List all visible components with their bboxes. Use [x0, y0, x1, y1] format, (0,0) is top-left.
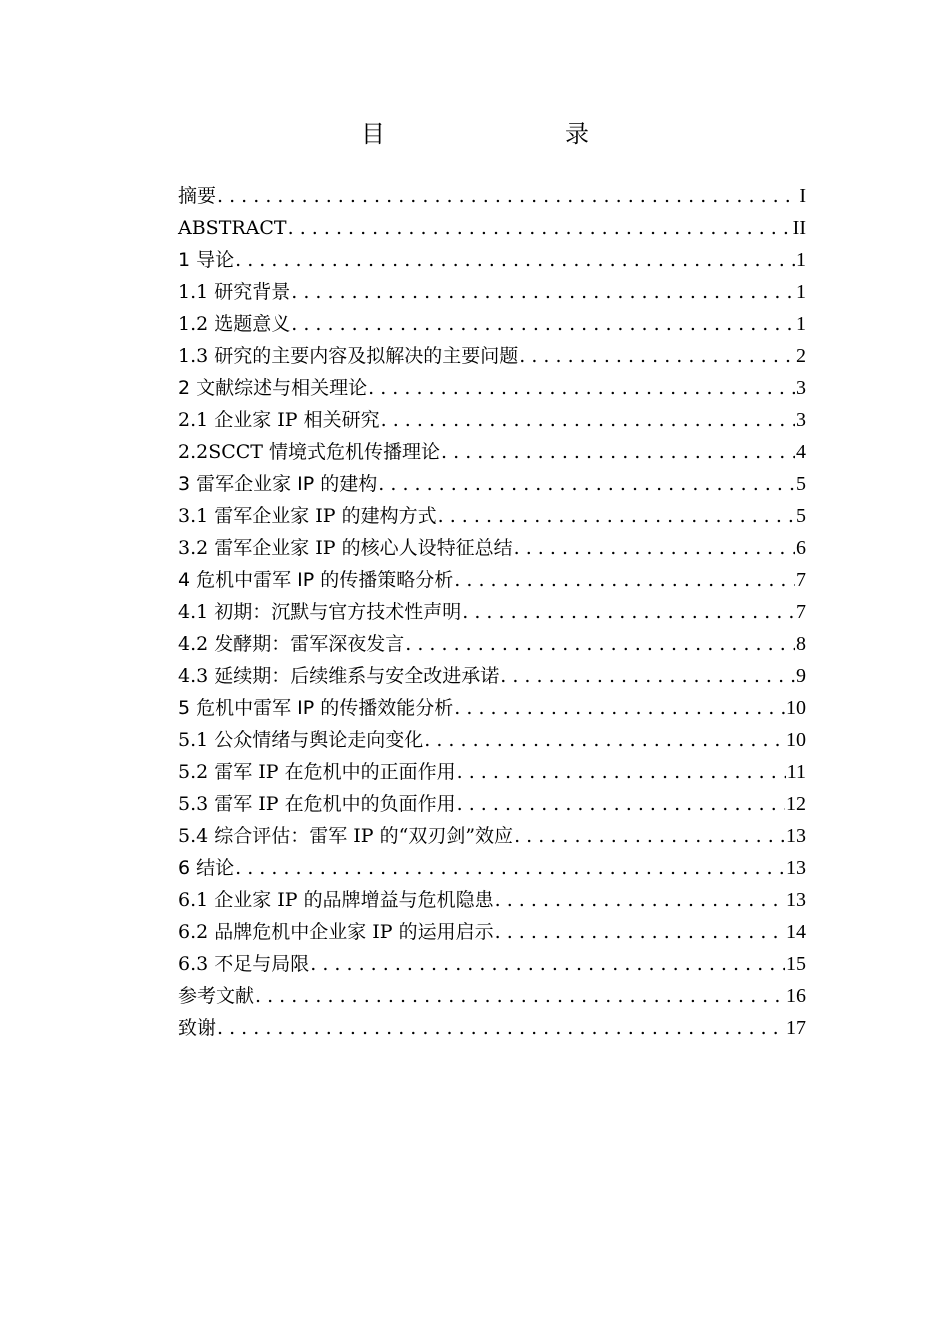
toc-entry-label: 1.2 选题意义 [178, 313, 291, 335]
toc-page-number: 17 [786, 1017, 806, 1039]
toc-page-number: 7 [796, 569, 806, 591]
toc-entry-label: 2.1 企业家 IP 相关研究 [178, 409, 380, 431]
dot-leader [495, 916, 785, 948]
toc-entry-label: 2.2SCCT 情境式危机传播理论 [178, 441, 441, 463]
toc-entry[interactable] [178, 564, 806, 596]
toc-entry-label: 6.2 品牌危机中企业家 IP 的运用启示 [178, 921, 494, 943]
toc-entry-label: 3.2 雷军企业家 IP 的核心人设特征总结 [178, 537, 513, 559]
toc-entry[interactable] [178, 788, 806, 820]
toc-entry-label: 5.2 雷军 IP 在危机中的正面作用 [178, 761, 456, 783]
toc-entry-label: 4.2 发酵期：雷军深夜发言 [178, 633, 405, 655]
toc-entry[interactable] [178, 436, 806, 468]
dot-leader [441, 436, 795, 468]
toc-entry[interactable] [178, 308, 806, 340]
dot-leader [368, 372, 795, 404]
dot-leader [500, 660, 795, 692]
toc-entry[interactable] [178, 500, 806, 532]
toc-entry-label: 6 结论 [178, 857, 235, 879]
toc-page-number: 9 [796, 665, 806, 687]
toc-entry[interactable] [178, 404, 806, 436]
toc-entry-label: 5 危机中雷军 IP 的传播效能分析 [178, 697, 454, 719]
toc-page-number: 13 [786, 825, 806, 847]
toc-entry[interactable] [178, 852, 806, 884]
toc-entry[interactable] [178, 596, 806, 628]
dot-leader [454, 692, 785, 724]
toc-page-number: 1 [796, 313, 806, 335]
toc-entry[interactable] [178, 628, 806, 660]
toc-page-number: 12 [786, 793, 806, 815]
toc-entry-label: 3 雷军企业家 IP 的建构 [178, 473, 378, 495]
dot-leader [255, 980, 785, 1012]
toc-page-number: 5 [796, 505, 806, 527]
toc-page-number: 3 [796, 409, 806, 431]
toc-title: 目 录 [361, 120, 633, 148]
toc-entry-label: 1 导论 [178, 249, 235, 271]
dot-leader [438, 500, 795, 532]
toc-entry[interactable] [178, 468, 806, 500]
toc-page-number: 10 [786, 729, 806, 751]
toc-entry[interactable] [178, 212, 806, 244]
toc-page-number: II [792, 217, 806, 239]
toc-entry-label: 4.1 初期：沉默与官方技术性声明 [178, 601, 462, 623]
toc-entry[interactable] [178, 724, 806, 756]
toc-entry-label: 4.3 延续期：后续维系与安全改进承诺 [178, 665, 500, 687]
toc-entry-label: ABSTRACT [178, 217, 287, 239]
dot-leader [457, 788, 785, 820]
toc-page-number: 4 [796, 441, 806, 463]
dot-leader [514, 820, 785, 852]
dot-leader [495, 884, 785, 916]
toc-page-number: 15 [786, 953, 806, 975]
dot-leader [462, 596, 795, 628]
toc-page-number: 13 [786, 857, 806, 879]
dot-leader [217, 180, 798, 212]
dot-leader [457, 756, 786, 788]
toc-entry[interactable] [178, 948, 806, 980]
toc-entry-label: 致谢 [178, 1017, 217, 1039]
toc-page-number: 10 [786, 697, 806, 719]
toc-page-number: 13 [786, 889, 806, 911]
toc-entry-label: 参考文献 [178, 985, 255, 1007]
toc-entry[interactable] [178, 532, 806, 564]
toc-entry-label: 4 危机中雷军 IP 的传播策略分析 [178, 569, 454, 591]
dot-leader [424, 724, 785, 756]
toc-entry[interactable] [178, 980, 806, 1012]
toc-page-number: 2 [796, 345, 806, 367]
dot-leader [514, 532, 795, 564]
dot-leader [378, 468, 795, 500]
toc-list [178, 180, 806, 1044]
toc-entry[interactable] [178, 692, 806, 724]
dot-leader [235, 244, 795, 276]
dot-leader [310, 948, 785, 980]
toc-entry[interactable] [178, 660, 806, 692]
dot-leader [519, 340, 795, 372]
toc-entry[interactable] [178, 372, 806, 404]
toc-entry-label: 6.1 企业家 IP 的品牌增益与危机隐患 [178, 889, 494, 911]
toc-entry-label: 1.1 研究背景 [178, 281, 291, 303]
dot-leader [291, 308, 795, 340]
toc-page-number: I [799, 185, 806, 207]
toc-page-number: 8 [796, 633, 806, 655]
dot-leader [454, 564, 795, 596]
dot-leader [381, 404, 795, 436]
dot-leader [217, 1012, 785, 1044]
dot-leader [291, 276, 795, 308]
toc-page-number: 11 [786, 761, 806, 783]
toc-page-number: 16 [786, 985, 806, 1007]
toc-entry-label: 5.4 综合评估：雷军 IP 的“双刃剑”效应 [178, 825, 514, 847]
toc-entry[interactable] [178, 340, 806, 372]
toc-entry-label: 1.3 研究的主要内容及拟解决的主要问题 [178, 345, 519, 367]
toc-entry[interactable] [178, 244, 806, 276]
toc-entry[interactable] [178, 1012, 806, 1044]
toc-entry[interactable] [178, 180, 806, 212]
toc-page-number: 5 [796, 473, 806, 495]
dot-leader [235, 852, 785, 884]
toc-page-number: 1 [796, 281, 806, 303]
toc-entry-label: 2 文献综述与相关理论 [178, 377, 368, 399]
toc-page-number: 6 [796, 537, 806, 559]
toc-page-number: 1 [796, 249, 806, 271]
dot-leader [405, 628, 795, 660]
toc-entry[interactable] [178, 276, 806, 308]
toc-page-number: 14 [786, 921, 806, 943]
toc-entry[interactable] [178, 884, 806, 916]
toc-entry-label: 5.3 雷军 IP 在危机中的负面作用 [178, 793, 456, 815]
toc-entry[interactable] [178, 916, 806, 948]
toc-entry-label: 3.1 雷军企业家 IP 的建构方式 [178, 505, 437, 527]
toc-entry[interactable] [178, 820, 806, 852]
toc-entry-label: 6.3 不足与局限 [178, 953, 310, 975]
toc-page-number: 3 [796, 377, 806, 399]
toc-entry-label: 摘要 [178, 185, 217, 207]
dot-leader [288, 212, 792, 244]
toc-entry[interactable] [178, 756, 806, 788]
toc-page-number: 7 [796, 601, 806, 623]
toc-entry-label: 5.1 公众情绪与舆论走向变化 [178, 729, 424, 751]
